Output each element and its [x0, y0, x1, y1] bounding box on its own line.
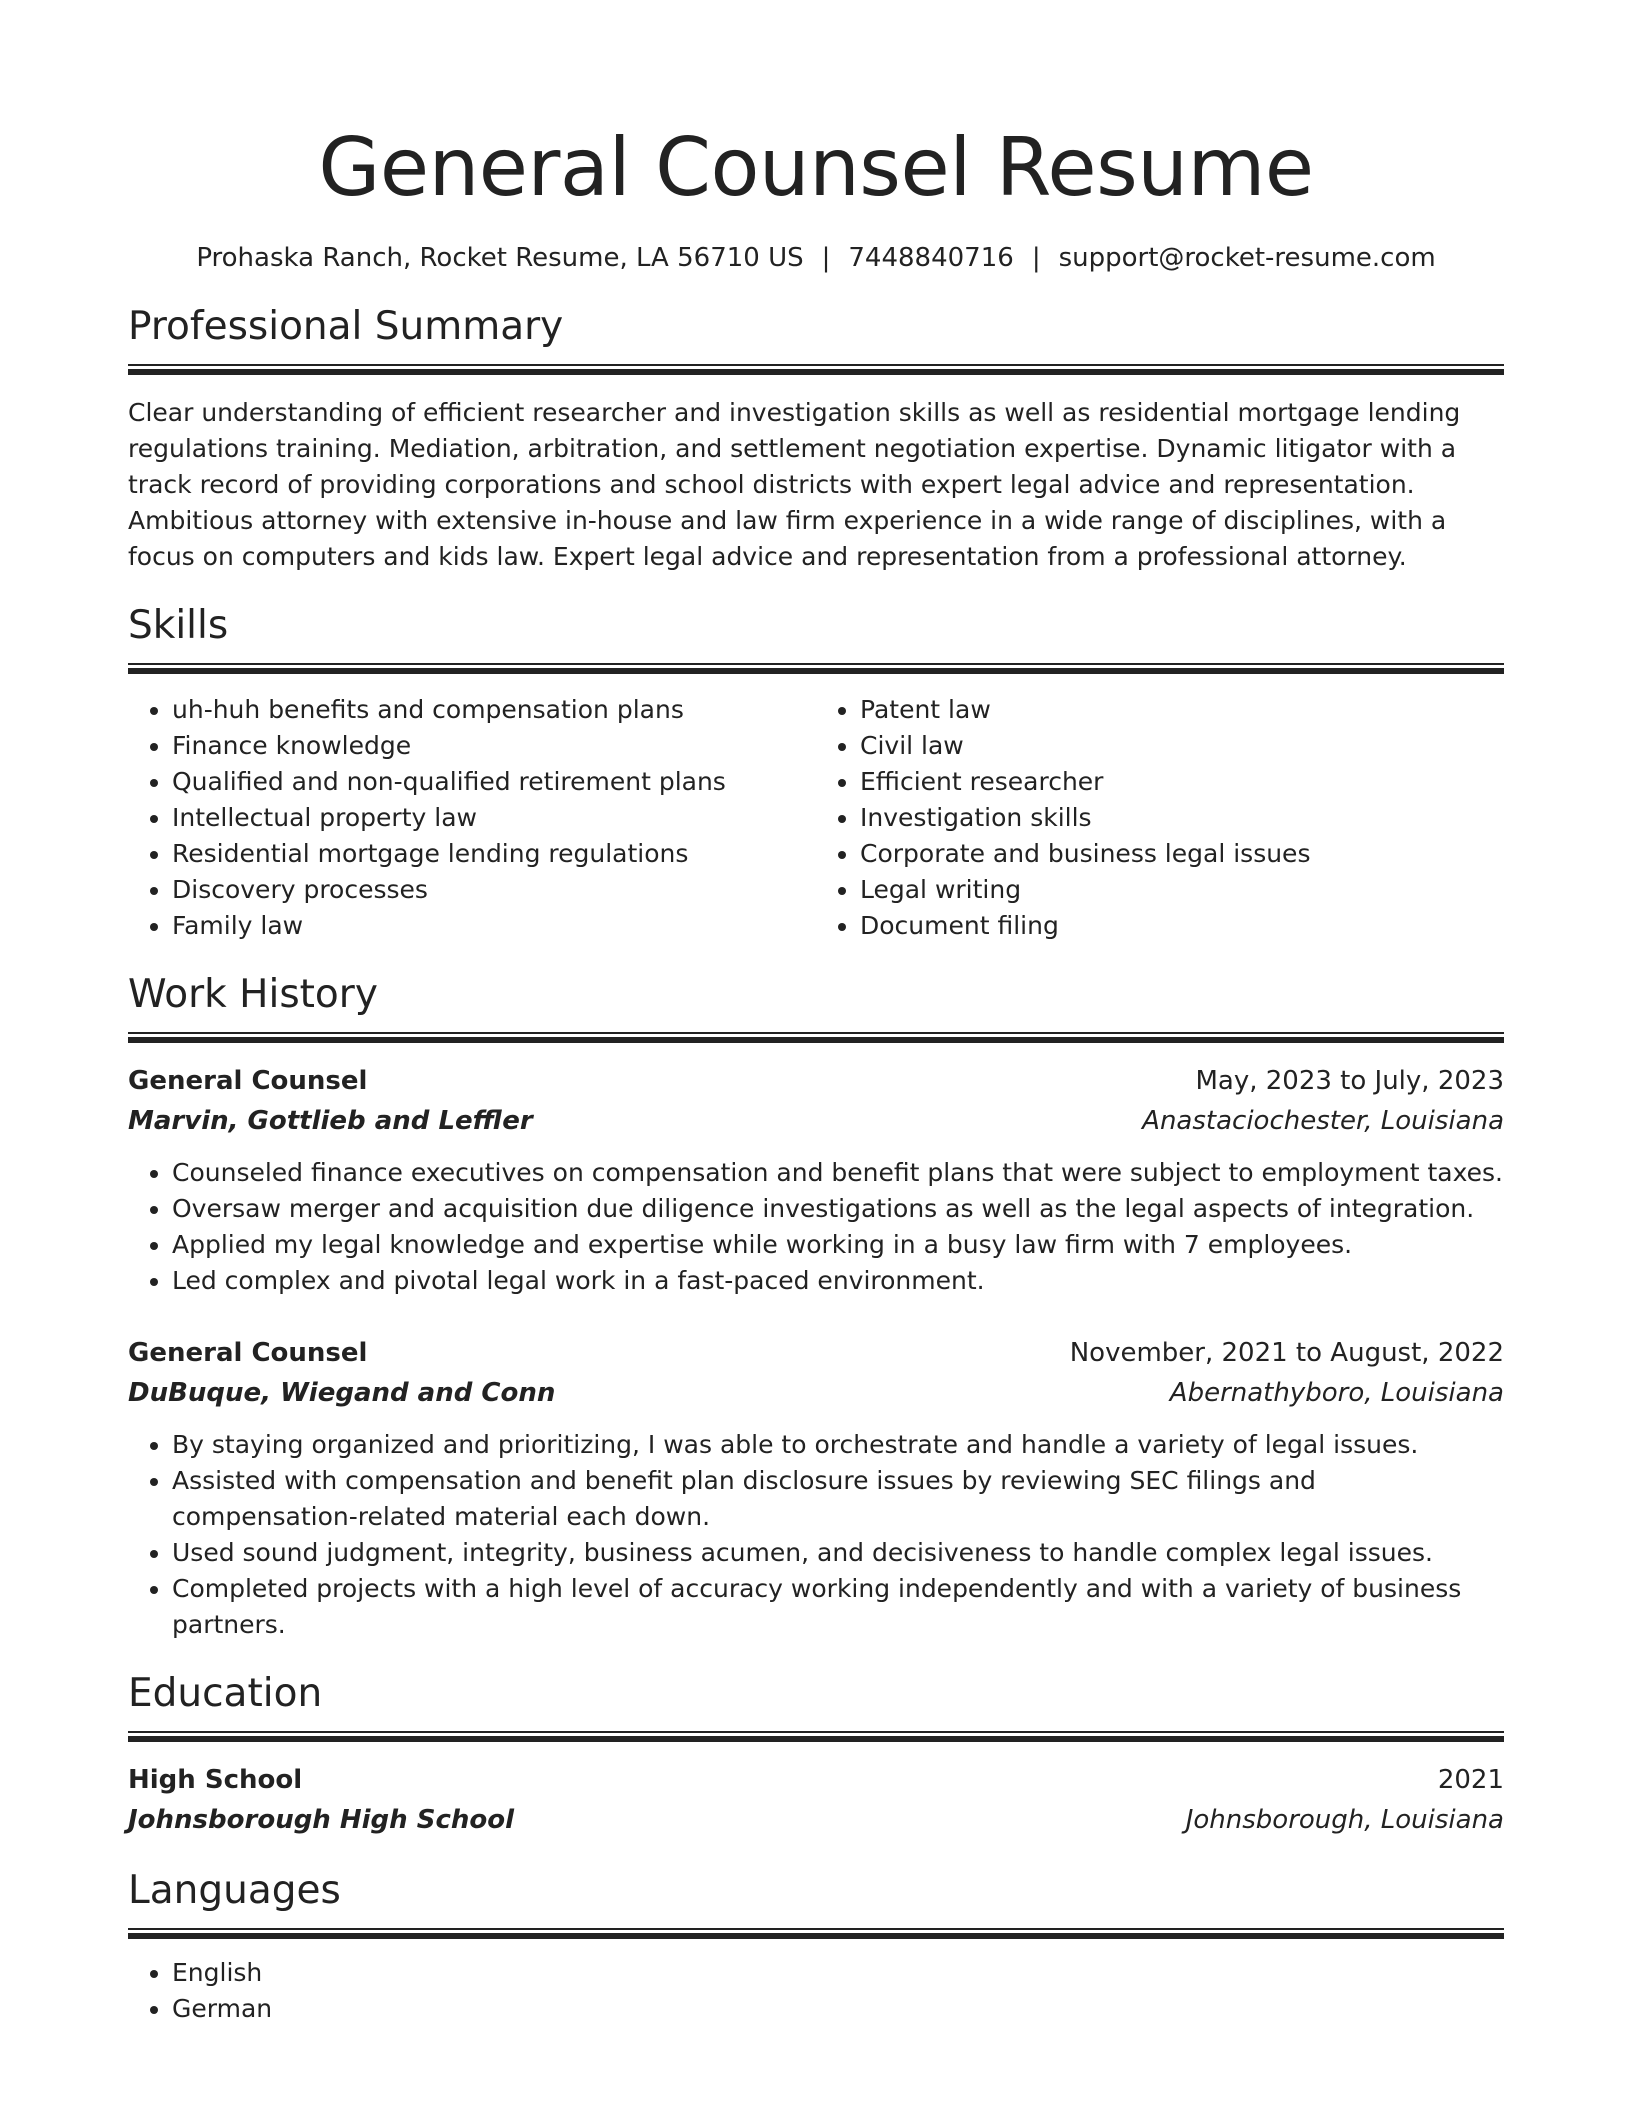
- contact-separator: |: [1031, 243, 1041, 273]
- language-item: • English: [172, 1955, 1504, 1991]
- education-location: Johnsborough, Louisiana: [1185, 1805, 1504, 1835]
- job-duty: • Oversaw merger and acquisition due diligence investigations as well as the legal aspects of integration.: [172, 1191, 1504, 1227]
- section-divider: [128, 1928, 1504, 1939]
- skill-item: • Residential mortgage lending regulations: [172, 836, 816, 872]
- skill-item: • Intellectual property law: [172, 800, 816, 836]
- skill-item: • Family law: [172, 908, 816, 944]
- job-dates: May, 2023 to July, 2023: [1195, 1066, 1504, 1096]
- skill-item: • Document filing: [860, 908, 1504, 944]
- job-company-row: [128, 1101, 1504, 1141]
- education-header-row: [128, 1760, 1504, 1800]
- summary-text: Clear understanding of efficient researcher and investigation skills as well as residential mortgage lending regulations training. Mediation, arbitration, and settlement negotiation expertise. Dynamic litigator with a track record of providing corporations and school districts with expert legal advice and representation. Ambitious attorney with extensive in-house and law firm experience in a wide range of disciplines, with a focus on computers and kids law. Expert legal advice and representation from a professional attorney.: [128, 398, 1461, 571]
- job-header-row: [128, 1333, 1504, 1373]
- languages-section: [128, 1866, 1504, 2027]
- education-degree: High School: [128, 1765, 303, 1795]
- languages-list: [128, 1955, 1504, 2027]
- education-heading: Education: [128, 1671, 323, 1716]
- work-history-heading: Work History: [128, 972, 378, 1017]
- job-dates: November, 2021 to August, 2022: [1069, 1338, 1504, 1368]
- section-divider: [128, 663, 1504, 674]
- contact-address: Prohaska Ranch, Rocket Resume, LA 56710 US: [196, 243, 804, 273]
- job-header-row: [128, 1061, 1504, 1101]
- skill-item: • Finance knowledge: [172, 728, 816, 764]
- skills-column-left: [128, 692, 816, 944]
- skill-item: • Corporate and business legal issues: [860, 836, 1504, 872]
- summary-section: [128, 302, 1504, 575]
- job-duty: • Counseled finance executives on compensation and benefit plans that were subject to employment taxes.: [172, 1155, 1504, 1191]
- skills-section: [128, 601, 1504, 944]
- job-duties-list: [128, 1155, 1504, 1299]
- education-section: [128, 1669, 1504, 1840]
- job-location: Abernathyboro, Louisiana: [1169, 1378, 1504, 1408]
- job-title: General Counsel: [128, 1338, 368, 1368]
- skill-item: • Discovery processes: [172, 872, 816, 908]
- skill-item: • Patent law: [860, 692, 1504, 728]
- education-entry: [128, 1760, 1504, 1840]
- job-entry: [128, 1333, 1504, 1643]
- skills-list-left: [128, 692, 816, 944]
- education-school-row: [128, 1800, 1504, 1840]
- skills-heading: Skills: [128, 603, 229, 648]
- contact-phone: 7448840716: [848, 243, 1014, 273]
- skill-item: • Legal writing: [860, 872, 1504, 908]
- skill-item: • uh-huh benefits and compensation plans: [172, 692, 816, 728]
- contact-email: support@rocket-resume.com: [1058, 243, 1436, 273]
- work-history-section: [128, 970, 1504, 1643]
- languages-heading: Languages: [128, 1868, 341, 1913]
- skills-list-right: [816, 692, 1504, 944]
- education-year: 2021: [1437, 1765, 1504, 1795]
- language-item: • German: [172, 1991, 1504, 2027]
- summary-heading: Professional Summary: [128, 304, 564, 349]
- job-duty: • Applied my legal knowledge and expertise while working in a busy law firm with 7 employees.: [172, 1227, 1504, 1263]
- skill-item: • Investigation skills: [860, 800, 1504, 836]
- job-company: DuBuque, Wiegand and Conn: [128, 1378, 556, 1408]
- section-divider: [128, 364, 1504, 375]
- job-duty: • Used sound judgment, integrity, business acumen, and decisiveness to handle complex legal issues.: [172, 1535, 1504, 1571]
- job-title: General Counsel: [128, 1066, 368, 1096]
- job-entry: [128, 1061, 1504, 1299]
- job-company-row: [128, 1373, 1504, 1413]
- job-company: Marvin, Gottlieb and Leffler: [128, 1106, 533, 1136]
- skill-item: • Civil law: [860, 728, 1504, 764]
- skill-item: • Efficient researcher: [860, 764, 1504, 800]
- job-duty: • By staying organized and prioritizing, I was able to orchestrate and handle a variety of legal issues.: [172, 1427, 1504, 1463]
- section-divider: [128, 1731, 1504, 1742]
- job-duty: • Completed projects with a high level of accuracy working independently and with a variety of business partners.: [172, 1571, 1504, 1643]
- education-school: Johnsborough High School: [128, 1805, 515, 1835]
- skills-column-right: [816, 692, 1504, 944]
- job-duty: • Led complex and pivotal legal work in a fast-paced environment.: [172, 1263, 1504, 1299]
- contact-line: [128, 240, 1504, 276]
- section-divider: [128, 1032, 1504, 1043]
- skills-columns: [128, 692, 1504, 944]
- skill-item: • Qualified and non-qualified retirement plans: [172, 764, 816, 800]
- job-location: Anastaciochester, Louisiana: [1142, 1106, 1504, 1136]
- job-duties-list: [128, 1427, 1504, 1643]
- job-duty: • Assisted with compensation and benefit plan disclosure issues by reviewing SEC filings and compensation-related material each down.: [172, 1463, 1504, 1535]
- contact-separator: |: [821, 243, 831, 273]
- resume-title: General Counsel Resume: [318, 121, 1314, 214]
